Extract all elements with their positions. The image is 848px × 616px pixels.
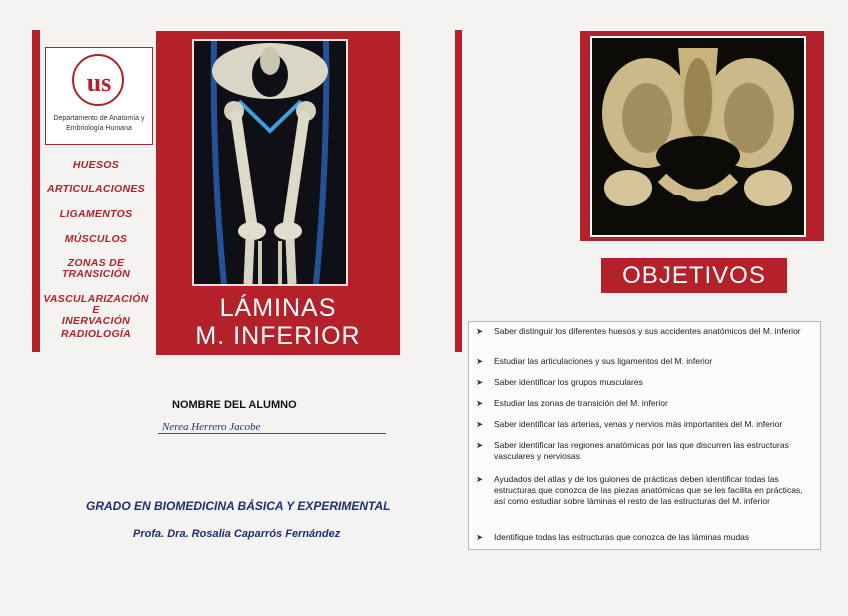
professor-name: Profa. Dra. Rosalia Caparrós Fernández <box>133 528 341 540</box>
right-accent-bar <box>455 30 462 352</box>
cover-title-line2: M. INFERIOR <box>195 322 361 350</box>
lower-limb-bones-illustration <box>194 41 346 284</box>
arrow-bullet-icon: ➤ <box>476 419 484 429</box>
department-caption-line2: Embriología Humana <box>66 125 132 132</box>
objective-text: Saber identificar las regiones anatómicas por las que discurren las estructuras vasculares y nerviosas <box>494 440 789 461</box>
pelvis-bone-illustration <box>592 38 804 235</box>
objective-text: Identifique todas las estructuras que conozca de las láminas mudas <box>494 532 750 542</box>
department-caption-line1: Departamento de Anatomía y <box>53 115 145 122</box>
nav-item-musculos[interactable]: MÚSCULOS <box>64 233 128 245</box>
arrow-bullet-icon: ➤ <box>476 398 484 408</box>
arrow-bullet-icon: ➤ <box>476 356 484 366</box>
objective-text: Ayudados del atlas y de los guiones de prácticas deben identificar todas las estructuras que conozca de las piezas anatómicas que se les facilita en prácticas, así como estudiar sobre láminas el resto de las estructuras del M. inferior <box>494 474 803 506</box>
arrow-bullet-icon: ➤ <box>476 440 484 450</box>
student-name-handwritten[interactable]: Nerea Herrero Jacobe <box>162 421 261 433</box>
objective-text: Saber identificar las arterias, venas y nervios más importantes del M. inferior <box>494 419 783 429</box>
objective-text: Saber distinguir los diferentes huesos y sus accidentes anatómicos del M. inferior <box>494 326 801 336</box>
lower-limb-photo <box>192 39 348 286</box>
nav-item-huesos[interactable]: HUESOS <box>72 159 120 171</box>
degree-title: GRADO EN BIOMEDICINA BÁSICA Y EXPERIMENTAL <box>86 499 391 513</box>
nav-item-ligamentos[interactable]: LIGAMENTOS <box>59 208 133 220</box>
arrow-bullet-icon: ➤ <box>476 474 484 484</box>
arrow-bullet-icon: ➤ <box>476 532 484 542</box>
arrow-bullet-icon: ➤ <box>476 377 484 387</box>
objective-text: Saber identificar los grupos musculares <box>494 377 643 387</box>
nav-item-zonas-de-transicion[interactable] <box>40 258 152 280</box>
university-logo-mark: us <box>86 68 112 97</box>
nav-item-label-line2: INERVACIÓN <box>61 315 131 327</box>
pelvis-photo <box>590 36 806 237</box>
objective-text: Estudiar las articulaciones y sus ligamentos del M. inferior <box>494 356 713 366</box>
nav-item-label-line2: TRANSICIÓN <box>61 268 131 280</box>
nav-item-label-line1: VASCULARIZACIÓN E <box>43 293 149 316</box>
arrow-bullet-icon: ➤ <box>476 326 484 336</box>
nav-item-articulaciones[interactable]: ARTICULACIONES <box>47 183 145 195</box>
university-logo-box <box>45 47 153 145</box>
nav-item-vascularizacion-e-inervacion[interactable] <box>40 294 152 327</box>
nav-item-radiologia[interactable]: RADIOLOGÍA <box>60 328 132 340</box>
objective-text: Estudiar las zonas de transición del M. inferior <box>494 398 668 408</box>
objectives-heading: OBJETIVOS <box>601 258 787 293</box>
left-accent-bar <box>32 30 40 352</box>
cover-title-line1: LÁMINAS <box>219 294 337 322</box>
student-name-label: NOMBRE DEL ALUMNO <box>172 399 297 411</box>
nav-item-label-line1: ZONAS DE <box>67 257 125 269</box>
student-name-line <box>158 433 386 434</box>
